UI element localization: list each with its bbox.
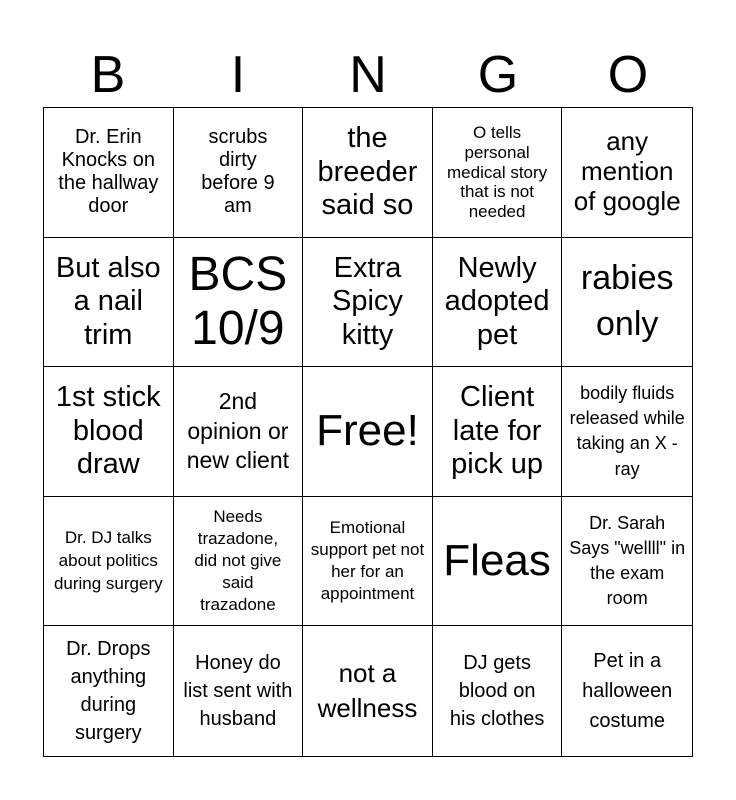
cell-text: Client late for pick up	[451, 381, 544, 481]
cell-text: Newly adopted pet	[444, 251, 550, 351]
cell-text: any mention of google	[573, 126, 681, 217]
header-letter-i: I	[230, 46, 246, 104]
cell-text: BCS 10/9	[188, 248, 288, 355]
bingo-cell[interactable]	[44, 626, 174, 756]
cell-text: Needs trazadone, did not give said trazadone	[194, 506, 282, 615]
cell-text: scrubs dirty before 9 am	[201, 126, 275, 218]
free-space[interactable]	[303, 367, 433, 497]
bingo-cell[interactable]	[174, 238, 304, 368]
bingo-cell[interactable]	[303, 108, 433, 238]
header-letter-n: N	[349, 46, 387, 104]
cell-text: 2nd opinion or new client	[186, 387, 290, 474]
bingo-cell[interactable]	[174, 497, 304, 627]
bingo-cell[interactable]	[562, 367, 692, 497]
cell-text: not a wellness	[317, 658, 418, 724]
cell-text: Fleas	[443, 535, 551, 585]
free-space-label: Free!	[316, 406, 419, 456]
cell-text: Dr. Erin Knocks on the hallway door	[58, 126, 159, 218]
bingo-cell[interactable]	[433, 238, 563, 368]
bingo-cell[interactable]	[433, 497, 563, 627]
bingo-cell[interactable]	[433, 626, 563, 756]
bingo-cell[interactable]	[44, 367, 174, 497]
header-letter-o: O	[607, 46, 649, 104]
cell-text: Dr. Drops anything during surgery	[66, 638, 151, 745]
cell-text: bodily fluids released while taking an X -ray	[569, 383, 685, 479]
bingo-board	[43, 107, 693, 757]
bingo-cell[interactable]	[174, 626, 304, 756]
cell-text: Emotional support pet not her for an appointment	[310, 517, 425, 604]
bingo-cell[interactable]	[562, 108, 692, 238]
bingo-cell[interactable]	[44, 238, 174, 368]
bingo-cell[interactable]	[433, 367, 563, 497]
cell-text: Extra Spicy kitty	[332, 251, 403, 351]
bingo-cell[interactable]	[562, 238, 692, 368]
bingo-cell[interactable]	[303, 497, 433, 627]
bingo-cell[interactable]	[433, 108, 563, 238]
bingo-header	[43, 44, 693, 106]
bingo-cell[interactable]	[303, 238, 433, 368]
cell-text: 1st stick blood draw	[55, 381, 161, 481]
bingo-cell[interactable]	[303, 626, 433, 756]
cell-text: Dr. Sarah Says "wellll" in the exam room	[569, 512, 686, 609]
cell-text: Dr. DJ talks about politics during surgery	[53, 527, 163, 593]
bingo-cell[interactable]	[562, 626, 692, 756]
bingo-cell[interactable]	[174, 367, 304, 497]
cell-text: But also a nail trim	[55, 251, 161, 351]
cell-text: DJ gets blood on his clothes	[449, 652, 545, 731]
bingo-cell[interactable]	[174, 108, 304, 238]
cell-text: Pet in a halloween costume	[582, 650, 673, 733]
cell-text: Honey do list sent with husband	[183, 652, 293, 731]
header-letter-g: G	[477, 46, 519, 104]
header-letter-b: B	[90, 46, 126, 104]
cell-text: the breeder said so	[317, 122, 418, 221]
cell-text: rabies only	[580, 259, 674, 343]
bingo-cell[interactable]	[562, 497, 692, 627]
cell-text: O tells personal medical story that is not needed	[447, 123, 548, 221]
bingo-cell[interactable]	[44, 108, 174, 238]
bingo-cell[interactable]	[44, 497, 174, 627]
